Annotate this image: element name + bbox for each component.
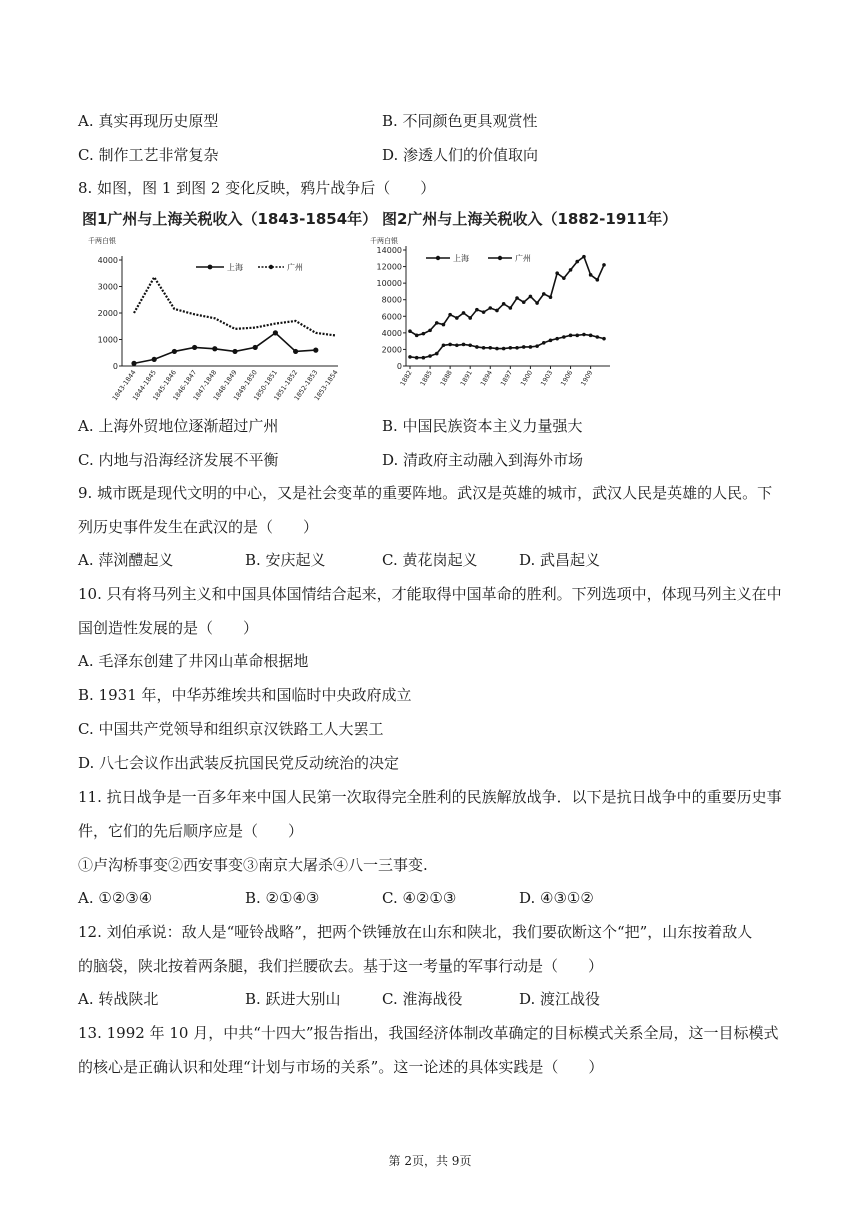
q12-option-b: B. 跃进大别山: [245, 990, 341, 1008]
y-tick-label: 8000: [381, 295, 402, 305]
q12-stem-line2: 的脑袋，陕北按着两条腿，我们拦腰砍去。基于这一考量的军事行动是（ ）: [78, 957, 604, 975]
series-guangzhou-point: [582, 333, 586, 337]
x-tick-label: 1845-1846: [151, 368, 179, 403]
chart2-title: 图2广州与上海关税收入（1882-1911年）: [382, 210, 678, 228]
page-footer: 第 2页，共 9页: [388, 1154, 472, 1168]
series-shanghai-point: [131, 361, 136, 366]
legend-guangzhou-label: 广州: [515, 254, 531, 263]
legend-guangzhou-marker: [498, 256, 502, 260]
q8-option-a: A. 上海外贸地位逐渐超过广州: [78, 417, 279, 435]
series-guangzhou-point: [535, 344, 539, 348]
chart2: [368, 236, 618, 406]
series-shanghai-point: [448, 313, 452, 317]
series-shanghai-point: [212, 346, 217, 351]
series-shanghai-point: [462, 311, 466, 315]
series-guangzhou-point: [575, 334, 579, 338]
q10-option-b: B. 1931 年，中华苏维埃共和国临时中央政府成立: [78, 686, 412, 704]
series-guangzhou-point: [428, 354, 432, 358]
series-shanghai-point: [589, 273, 593, 277]
series-guangzhou-point: [482, 346, 486, 350]
series-shanghai-point: [192, 345, 197, 350]
q10-option-d: D. 八七会议作出武装反抗国民党反动统治的决定: [78, 754, 400, 772]
series-guangzhou-point: [529, 345, 533, 349]
x-tick-label: 1843-1844: [110, 368, 138, 403]
series-shanghai-point: [442, 323, 446, 327]
series-guangzhou-point: [602, 337, 606, 341]
series-guangzhou-point: [542, 341, 546, 345]
series-guangzhou-point: [549, 339, 553, 343]
series-shanghai-point: [428, 329, 432, 333]
series-guangzhou-point: [562, 335, 566, 339]
q11-option-c: C. ④②①③: [382, 889, 457, 907]
series-shanghai-point: [495, 309, 499, 313]
y-tick-label: 0: [112, 362, 118, 371]
series-shanghai-point: [468, 316, 472, 320]
q9-option-c: C. 黄花岗起义: [382, 551, 478, 569]
series-shanghai-point: [253, 345, 258, 350]
series-shanghai-point: [313, 348, 318, 353]
series-shanghai-point: [562, 276, 566, 280]
series-guangzhou-point: [515, 346, 519, 350]
series-shanghai-point: [509, 306, 513, 310]
series-guangzhou-point: [522, 345, 526, 349]
series-shanghai-point: [172, 349, 177, 354]
q11-option-d: D. ④③①②: [519, 889, 594, 907]
y-tick-label: 4000: [97, 256, 118, 265]
x-tick-label: 1848-1849: [211, 368, 239, 403]
series-guangzhou-point: [488, 346, 492, 350]
q11-stem-line2: 件，它们的先后顺序应是（ ）: [78, 822, 304, 840]
q7-option-b: B. 不同颜色更具观赏性: [382, 112, 538, 130]
series-shanghai-point: [415, 334, 419, 338]
series-shanghai-point: [482, 310, 486, 314]
q10-option-c: C. 中国共产党领导和组织京汉铁路工人大罢工: [78, 720, 384, 738]
x-tick-label: 1853-1854: [312, 368, 340, 403]
series-shanghai-point: [455, 316, 459, 320]
series-shanghai-point: [535, 301, 539, 305]
series-shanghai-point: [488, 306, 492, 310]
q7-option-d: D. 渗透人们的价值取向: [382, 146, 539, 164]
series-shanghai-point: [515, 296, 519, 300]
q9-option-d: D. 武昌起义: [519, 551, 601, 569]
y-tick-label: 0: [396, 362, 402, 371]
x-tick-label: 1891: [458, 369, 474, 388]
q12-option-d: D. 渡江战役: [519, 990, 601, 1008]
x-tick-label: 1885: [418, 369, 434, 388]
y-tick-label: 2000: [381, 345, 402, 355]
q13-stem-line2: 的核心是正确认识和处理“计划与市场的关系”。这一论述的具体实践是（ ）: [78, 1058, 604, 1076]
y-tick-label: 10000: [376, 279, 402, 289]
x-tick-label: 1846-1847: [171, 368, 199, 403]
q8-option-c: C. 内地与沿海经济发展不平衡: [78, 451, 279, 469]
chart1-title: 图1广州与上海关税收入（1843-1854年）: [82, 210, 378, 228]
x-tick-label: 1909: [579, 369, 595, 388]
x-tick-label: 1906: [559, 369, 575, 388]
x-tick-label: 1852-1853: [292, 368, 320, 403]
legend-shanghai-label: 上海: [453, 254, 469, 263]
x-tick-label: 1850-1851: [252, 368, 280, 403]
series-shanghai-point: [522, 300, 526, 304]
x-tick-label: 1900: [518, 369, 535, 388]
series-shanghai-line: [134, 333, 316, 363]
q8-option-b: B. 中国民族资本主义力量强大: [382, 417, 583, 435]
series-guangzhou-line: [134, 277, 336, 335]
q10-option-a: A. 毛泽东创建了井冈山革命根据地: [78, 652, 309, 670]
series-shanghai-point: [408, 329, 412, 333]
q9-option-a: A. 萍浏醴起义: [78, 551, 174, 569]
q12-option-c: C. 淮海战役: [382, 990, 463, 1008]
series-shanghai-point: [475, 308, 479, 312]
series-shanghai-point: [529, 295, 533, 299]
q11-option-a: A. ①②③④: [78, 889, 153, 907]
q11-stem-line1: 11. 抗日战争是一百多年来中国人民第一次取得完全胜利的民族解放战争．以下是抗日战争中的重要历史事: [78, 788, 782, 806]
series-guangzhou-point: [415, 356, 419, 360]
q12-option-a: A. 转战陕北: [78, 990, 159, 1008]
x-tick-label: 1894: [478, 369, 495, 388]
legend-guangzhou-label: 广州: [287, 263, 303, 272]
series-shanghai-point: [575, 260, 579, 264]
y-tick-label: 1000: [97, 335, 118, 345]
series-shanghai-point: [602, 263, 606, 267]
y-tick-label: 2000: [97, 309, 118, 318]
series-shanghai-point: [293, 349, 298, 354]
x-tick-label: 1897: [498, 369, 515, 388]
q9-stem-line2: 列历史事件发生在武汉的是（ ）: [78, 518, 319, 536]
series-guangzhou-point: [596, 335, 600, 339]
legend-shanghai-marker: [436, 256, 440, 260]
y-tick-label: 14000: [376, 246, 402, 255]
series-shanghai-point: [422, 332, 426, 336]
series-guangzhou-point: [462, 343, 466, 347]
series-guangzhou-point: [408, 355, 412, 359]
q11-stem-line3: ①卢沟桥事变②西安事变③南京大屠杀④八一三事变.: [78, 856, 428, 874]
series-guangzhou-point: [448, 343, 452, 347]
series-guangzhou-point: [495, 347, 499, 351]
series-guangzhou-line: [410, 335, 604, 358]
y-tick-label: 3000: [97, 282, 118, 292]
series-guangzhou-point: [589, 334, 593, 338]
series-shanghai-point: [273, 330, 278, 335]
series-guangzhou-point: [468, 343, 472, 347]
x-tick-label: 1903: [539, 369, 555, 388]
y-axis-label: 千两白银: [88, 237, 116, 245]
q11-option-b: B. ②①④③: [245, 889, 320, 907]
series-guangzhou-point: [502, 347, 506, 351]
series-shanghai-point: [549, 295, 553, 299]
series-shanghai-point: [152, 357, 157, 362]
series-shanghai-point: [555, 271, 559, 275]
series-shanghai-line: [410, 257, 604, 336]
y-tick-label: 6000: [381, 312, 402, 322]
series-shanghai-point: [232, 349, 237, 354]
y-axis-label: 千两白银: [370, 237, 398, 245]
legend-shanghai-marker: [208, 265, 213, 270]
series-guangzhou-point: [509, 346, 513, 350]
q12-stem-line1: 12. 刘伯承说：敌人是“哑铃战略”，把两个铁锤放在山东和陕北，我们要砍断这个“把”，山东按着敌人: [78, 923, 753, 941]
q7-option-a: A. 真实再现历史原型: [78, 112, 219, 130]
q9-stem-line1: 9. 城市既是现代文明的中心，又是社会变革的重要阵地。武汉是英雄的城市，武汉人民是英雄的人民。下: [78, 484, 773, 502]
x-tick-label: 1882: [398, 369, 414, 388]
q8-stem: 8. 如图，图 1 到图 2 变化反映，鸦片战争后（ ）: [78, 179, 436, 197]
series-shanghai-point: [502, 302, 506, 306]
q10-stem-line2: 国创造性发展的是（ ）: [78, 619, 259, 637]
series-shanghai-point: [596, 278, 600, 282]
x-tick-label: 1847-1848: [191, 368, 219, 403]
y-tick-label: 4000: [381, 328, 402, 338]
series-shanghai-point: [542, 292, 546, 296]
series-guangzhou-point: [455, 343, 459, 347]
q7-option-c: C. 制作工艺非常复杂: [78, 146, 219, 164]
x-tick-label: 1844-1845: [130, 368, 158, 403]
x-tick-label: 1888: [438, 369, 454, 388]
series-guangzhou-point: [435, 352, 439, 356]
series-guangzhou-point: [569, 334, 573, 338]
series-shanghai-point: [569, 268, 573, 272]
x-tick-label: 1851-1852: [272, 368, 300, 403]
series-guangzhou-point: [422, 356, 426, 360]
legend-shanghai-label: 上海: [227, 263, 243, 272]
series-guangzhou-point: [442, 343, 446, 347]
y-tick-label: 12000: [376, 262, 402, 272]
series-shanghai-point: [435, 321, 439, 325]
series-guangzhou-point: [475, 345, 479, 349]
q9-option-b: B. 安庆起义: [245, 551, 326, 569]
series-shanghai-point: [582, 255, 586, 259]
q8-option-d: D. 清政府主动融入到海外市场: [382, 451, 584, 469]
legend-guangzhou-marker: [269, 265, 273, 269]
q13-stem-line1: 13. 1992 年 10 月，中共“十四大”报告指出，我国经济体制改革确定的目标模式关系全局，这一目标模式: [78, 1024, 779, 1042]
chart1: [86, 236, 348, 406]
q10-stem-line1: 10. 只有将马列主义和中国具体国情结合起来，才能取得中国革命的胜利。下列选项中，体现马列主义在中: [78, 585, 782, 603]
x-tick-label: 1849-1850: [231, 368, 259, 403]
series-guangzhou-point: [555, 337, 559, 341]
